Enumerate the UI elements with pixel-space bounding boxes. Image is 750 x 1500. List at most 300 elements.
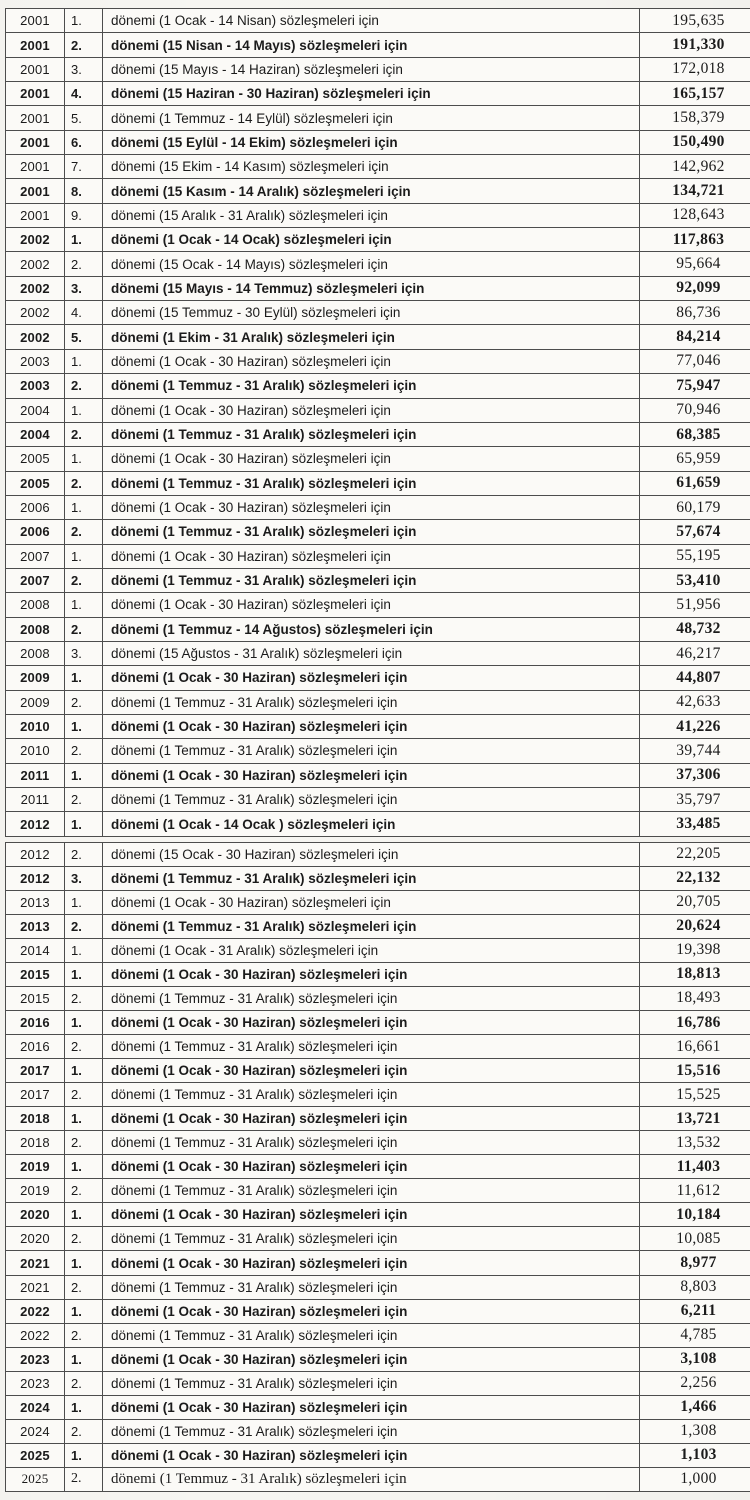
description-cell: dönemi (15 Aralık - 31 Aralık) sözleşmeleri için [103,203,640,227]
year-cell: 2008 [6,593,65,617]
table-row [6,520,750,544]
table-row [6,203,750,227]
period-cell: 1. [65,349,103,373]
value-cell: 75,947 [640,374,750,398]
description-cell: dönemi (15 Ekim - 14 Kasım) sözleşmeleri için [103,155,640,179]
description-cell: dönemi (1 Temmuz - 31 Aralık) sözleşmeleri için [103,739,640,763]
value-cell: 41,226 [640,714,750,738]
year-cell: 2001 [6,203,65,227]
value-cell: 10,085 [640,1227,750,1251]
description-cell: dönemi (15 Haziran - 30 Haziran) sözleşmeleri için [103,82,640,106]
period-cell: 1. [65,1443,103,1467]
table-row [6,130,750,154]
period-cell: 2. [65,914,103,938]
year-cell: 2001 [6,106,65,130]
year-cell: 2002 [6,276,65,300]
value-cell: 1,308 [640,1419,750,1443]
period-cell: 3. [65,57,103,81]
period-cell: 1. [65,938,103,962]
year-cell: 2002 [6,228,65,252]
description-cell: dönemi (1 Ocak - 30 Haziran) sözleşmeleri için [103,1347,640,1371]
value-cell: 10,184 [640,1203,750,1227]
value-cell: 13,532 [640,1131,750,1155]
value-cell: 8,803 [640,1275,750,1299]
value-cell: 18,813 [640,962,750,986]
table-row [6,1395,750,1419]
value-cell: 128,643 [640,203,750,227]
table-row [6,1203,750,1227]
table-row [6,1131,750,1155]
period-cell: 1. [65,1059,103,1083]
year-cell: 2011 [6,788,65,812]
period-cell: 1. [65,593,103,617]
description-cell: dönemi (1 Ekim - 31 Aralık) sözleşmeleri için [103,325,640,349]
year-cell: 2008 [6,641,65,665]
table-row [6,325,750,349]
table-row [6,179,750,203]
year-cell: 2012 [6,842,65,866]
year-cell: 2001 [6,130,65,154]
year-cell: 2017 [6,1059,65,1083]
description-cell: dönemi (1 Temmuz - 31 Aralık) sözleşmeleri için [103,568,640,592]
year-cell: 2001 [6,82,65,106]
table-body-upper [6,9,750,837]
year-cell: 2009 [6,690,65,714]
period-cell: 2. [65,1035,103,1059]
table-row [6,276,750,300]
year-cell: 2001 [6,9,65,33]
value-cell: 16,661 [640,1035,750,1059]
table-row [6,1227,750,1251]
value-cell: 11,612 [640,1179,750,1203]
period-cell: 1. [65,495,103,519]
description-cell: dönemi (1 Temmuz - 31 Aralık) sözleşmeleri için [103,1467,640,1491]
year-cell: 2001 [6,155,65,179]
table-row [6,57,750,81]
value-cell: 55,195 [640,544,750,568]
value-cell: 16,786 [640,1011,750,1035]
table-row [6,1371,750,1395]
year-cell: 2022 [6,1323,65,1347]
year-cell: 2024 [6,1395,65,1419]
period-cell: 5. [65,325,103,349]
description-cell: dönemi (1 Ocak - 30 Haziran) sözleşmeleri için [103,349,640,373]
period-cell: 1. [65,544,103,568]
description-cell: dönemi (1 Temmuz - 31 Aralık) sözleşmeleri için [103,788,640,812]
description-cell: dönemi (1 Temmuz - 31 Aralık) sözleşmeleri için [103,1131,640,1155]
description-cell: dönemi (1 Temmuz - 31 Aralık) sözleşmeleri için [103,422,640,446]
description-cell: dönemi (1 Ocak - 30 Haziran) sözleşmeleri için [103,714,640,738]
table-row [6,788,750,812]
description-cell: dönemi (1 Temmuz - 31 Aralık) sözleşmeleri için [103,471,640,495]
description-cell: dönemi (1 Ocak - 30 Haziran) sözleşmeleri için [103,544,640,568]
period-cell: 2. [65,1131,103,1155]
description-cell: dönemi (1 Temmuz - 31 Aralık) sözleşmeleri için [103,1323,640,1347]
year-cell: 2008 [6,617,65,641]
value-cell: 20,624 [640,914,750,938]
value-cell: 13,721 [640,1107,750,1131]
year-cell: 2005 [6,471,65,495]
table-row [6,617,750,641]
table-row [6,301,750,325]
table-row [6,9,750,33]
table-row [6,1011,750,1035]
period-cell: 1. [65,1203,103,1227]
period-cell: 7. [65,155,103,179]
period-cell: 1. [65,1107,103,1131]
year-cell: 2014 [6,938,65,962]
description-cell: dönemi (1 Temmuz - 31 Aralık) sözleşmeleri için [103,520,640,544]
period-cell: 2. [65,1083,103,1107]
table-row [6,1107,750,1131]
year-cell: 2023 [6,1371,65,1395]
table-row [6,1467,750,1491]
description-cell: dönemi (1 Temmuz - 31 Aralık) sözleşmeleri için [103,374,640,398]
value-cell: 2,256 [640,1371,750,1395]
value-cell: 39,744 [640,739,750,763]
value-cell: 53,410 [640,568,750,592]
description-cell: dönemi (1 Ocak - 30 Haziran) sözleşmeleri için [103,1059,640,1083]
value-cell: 61,659 [640,471,750,495]
period-cell: 1. [65,666,103,690]
value-cell: 65,959 [640,447,750,471]
year-cell: 2002 [6,325,65,349]
value-cell: 15,525 [640,1083,750,1107]
table-row [6,1179,750,1203]
period-cell: 2. [65,252,103,276]
table-row [6,447,750,471]
table-row [6,349,750,373]
year-cell: 2004 [6,422,65,446]
year-cell: 2013 [6,914,65,938]
value-cell: 37,306 [640,763,750,787]
year-cell: 2005 [6,447,65,471]
year-cell: 2002 [6,301,65,325]
year-cell: 2018 [6,1131,65,1155]
table-row [6,33,750,57]
period-cell: 1. [65,1395,103,1419]
value-cell: 42,633 [640,690,750,714]
year-cell: 2013 [6,890,65,914]
period-cell: 2. [65,520,103,544]
period-cell: 6. [65,130,103,154]
period-cell: 2. [65,739,103,763]
table-row [6,842,750,866]
description-cell: dönemi (1 Ocak - 14 Ocak) sözleşmeleri için [103,228,640,252]
description-cell: dönemi (1 Temmuz - 31 Aralık) sözleşmeleri için [103,1275,640,1299]
value-cell: 150,490 [640,130,750,154]
period-cell: 1. [65,398,103,422]
description-cell: dönemi (1 Ocak - 30 Haziran) sözleşmeleri için [103,763,640,787]
description-cell: dönemi (15 Eylül - 14 Ekim) sözleşmeleri için [103,130,640,154]
description-cell: dönemi (15 Kasım - 14 Aralık) sözleşmeleri için [103,179,640,203]
value-cell: 77,046 [640,349,750,373]
period-values-table-lower [5,842,750,1492]
description-cell: dönemi (1 Ocak - 30 Haziran) sözleşmeleri için [103,1251,640,1275]
period-cell: 1. [65,1011,103,1035]
period-cell: 3. [65,866,103,890]
value-cell: 22,205 [640,842,750,866]
year-cell: 2009 [6,666,65,690]
period-cell: 8. [65,179,103,203]
description-cell: dönemi (1 Ocak - 30 Haziran) sözleşmeleri için [103,1299,640,1323]
period-cell: 2. [65,471,103,495]
value-cell: 60,179 [640,495,750,519]
year-cell: 2002 [6,252,65,276]
table-row [6,544,750,568]
table-row [6,1155,750,1179]
value-cell: 51,956 [640,593,750,617]
period-cell: 5. [65,106,103,130]
table-row [6,374,750,398]
table-row [6,1083,750,1107]
value-cell: 18,493 [640,986,750,1010]
table-row [6,422,750,446]
period-cell: 1. [65,9,103,33]
description-cell: dönemi (1 Temmuz - 14 Ağustos) sözleşmeleri için [103,617,640,641]
value-cell: 1,103 [640,1443,750,1467]
period-cell: 2. [65,1179,103,1203]
year-cell: 2006 [6,520,65,544]
period-cell: 2. [65,1275,103,1299]
table-row [6,641,750,665]
value-cell: 19,398 [640,938,750,962]
period-cell: 2. [65,788,103,812]
year-cell: 2024 [6,1419,65,1443]
table-row [6,252,750,276]
period-cell: 3. [65,641,103,665]
period-cell: 4. [65,301,103,325]
description-cell: dönemi (1 Ocak - 30 Haziran) sözleşmeleri için [103,398,640,422]
period-cell: 1. [65,1155,103,1179]
description-cell: dönemi (1 Ocak - 30 Haziran) sözleşmeleri için [103,593,640,617]
table-row [6,1299,750,1323]
value-cell: 33,485 [640,812,750,836]
description-cell: dönemi (1 Ocak - 30 Haziran) sözleşmeleri için [103,1155,640,1179]
value-cell: 35,797 [640,788,750,812]
value-cell: 84,214 [640,325,750,349]
table-row [6,106,750,130]
description-cell: dönemi (1 Ocak - 30 Haziran) sözleşmeleri için [103,1395,640,1419]
year-cell: 2020 [6,1203,65,1227]
description-cell: dönemi (1 Ocak - 30 Haziran) sözleşmeleri için [103,447,640,471]
period-cell: 1. [65,1347,103,1371]
table-row [6,495,750,519]
description-cell: dönemi (15 Mayıs - 14 Temmuz) sözleşmeleri için [103,276,640,300]
value-cell: 4,785 [640,1323,750,1347]
value-cell: 8,977 [640,1251,750,1275]
value-cell: 20,705 [640,890,750,914]
description-cell: dönemi (1 Ocak - 14 Ocak ) sözleşmeleri için [103,812,640,836]
year-cell: 2022 [6,1299,65,1323]
value-cell: 95,664 [640,252,750,276]
value-cell: 134,721 [640,179,750,203]
year-cell: 2010 [6,714,65,738]
year-cell: 2018 [6,1107,65,1131]
table-row [6,1419,750,1443]
table-row [6,1347,750,1371]
description-cell: dönemi (1 Temmuz - 31 Aralık) sözleşmeleri için [103,1419,640,1443]
year-cell: 2003 [6,374,65,398]
year-cell: 2025 [6,1443,65,1467]
value-cell: 57,674 [640,520,750,544]
year-cell: 2001 [6,33,65,57]
description-cell: dönemi (1 Ocak - 31 Aralık) sözleşmeleri için [103,938,640,962]
description-cell: dönemi (1 Temmuz - 31 Aralık) sözleşmeleri için [103,1179,640,1203]
year-cell: 2003 [6,349,65,373]
period-cell: 2. [65,842,103,866]
table-row [6,714,750,738]
description-cell: dönemi (1 Temmuz - 14 Eylül) sözleşmeleri için [103,106,640,130]
period-cell: 2. [65,986,103,1010]
description-cell: dönemi (1 Temmuz - 31 Aralık) sözleşmeleri için [103,1227,640,1251]
value-cell: 1,000 [640,1467,750,1491]
table-row [6,690,750,714]
period-cell: 1. [65,962,103,986]
year-cell: 2001 [6,57,65,81]
value-cell: 158,379 [640,106,750,130]
description-cell: dönemi (1 Ocak - 30 Haziran) sözleşmeleri için [103,666,640,690]
value-cell: 15,516 [640,1059,750,1083]
year-cell: 2025 [6,1467,65,1491]
table-row [6,890,750,914]
table-row [6,1035,750,1059]
value-cell: 142,962 [640,155,750,179]
year-cell: 2010 [6,739,65,763]
table-row [6,398,750,422]
period-cell: 1. [65,714,103,738]
period-cell: 2. [65,1467,103,1491]
year-cell: 2016 [6,1011,65,1035]
period-cell: 2. [65,1419,103,1443]
table-row [6,155,750,179]
value-cell: 165,157 [640,82,750,106]
table-row [6,1275,750,1299]
description-cell: dönemi (1 Ocak - 14 Nisan) sözleşmeleri için [103,9,640,33]
period-cell: 2. [65,422,103,446]
period-cell: 2. [65,33,103,57]
period-cell: 2. [65,617,103,641]
table-row [6,866,750,890]
table-row [6,568,750,592]
table-row [6,1059,750,1083]
table-row [6,228,750,252]
description-cell: dönemi (1 Temmuz - 31 Aralık) sözleşmeleri için [103,866,640,890]
period-cell: 2. [65,568,103,592]
period-cell: 4. [65,82,103,106]
year-cell: 2004 [6,398,65,422]
description-cell: dönemi (1 Temmuz - 31 Aralık) sözleşmeleri için [103,690,640,714]
period-cell: 2. [65,1323,103,1347]
period-cell: 1. [65,812,103,836]
value-cell: 46,217 [640,641,750,665]
table-row [6,962,750,986]
year-cell: 2016 [6,1035,65,1059]
year-cell: 2011 [6,763,65,787]
period-cell: 2. [65,1371,103,1395]
value-cell: 117,863 [640,228,750,252]
table-row [6,763,750,787]
period-cell: 9. [65,203,103,227]
description-cell: dönemi (1 Temmuz - 31 Aralık) sözleşmeleri için [103,1035,640,1059]
table-row [6,938,750,962]
value-cell: 70,946 [640,398,750,422]
period-cell: 3. [65,276,103,300]
period-cell: 1. [65,228,103,252]
description-cell: dönemi (1 Ocak - 30 Haziran) sözleşmeleri için [103,1443,640,1467]
year-cell: 2021 [6,1275,65,1299]
table-row [6,593,750,617]
period-cell: 1. [65,890,103,914]
description-cell: dönemi (1 Ocak - 30 Haziran) sözleşmeleri için [103,890,640,914]
description-cell: dönemi (1 Ocak - 30 Haziran) sözleşmeleri için [103,1203,640,1227]
description-cell: dönemi (15 Mayıs - 14 Haziran) sözleşmeleri için [103,57,640,81]
period-cell: 1. [65,1299,103,1323]
year-cell: 2023 [6,1347,65,1371]
description-cell: dönemi (1 Ocak - 30 Haziran) sözleşmeleri için [103,495,640,519]
description-cell: dönemi (15 Ocak - 30 Haziran) sözleşmeleri için [103,842,640,866]
period-values-table-upper [5,8,750,837]
table-row [6,812,750,836]
year-cell: 2006 [6,495,65,519]
year-cell: 2019 [6,1155,65,1179]
value-cell: 44,807 [640,666,750,690]
value-cell: 86,736 [640,301,750,325]
description-cell: dönemi (15 Temmuz - 30 Eylül) sözleşmeleri için [103,301,640,325]
period-cell: 2. [65,374,103,398]
description-cell: dönemi (1 Ocak - 30 Haziran) sözleşmeleri için [103,962,640,986]
year-cell: 2012 [6,866,65,890]
value-cell: 195,635 [640,9,750,33]
value-cell: 172,018 [640,57,750,81]
description-cell: dönemi (1 Temmuz - 31 Aralık) sözleşmeleri için [103,1371,640,1395]
table-row [6,666,750,690]
year-cell: 2012 [6,812,65,836]
value-cell: 22,132 [640,866,750,890]
description-cell: dönemi (1 Temmuz - 31 Aralık) sözleşmeleri için [103,1083,640,1107]
table-row [6,914,750,938]
year-cell: 2021 [6,1251,65,1275]
period-cell: 1. [65,1251,103,1275]
value-cell: 191,330 [640,33,750,57]
table-row [6,986,750,1010]
period-cell: 2. [65,690,103,714]
table-row [6,739,750,763]
period-cell: 2. [65,1227,103,1251]
period-cell: 1. [65,447,103,471]
value-cell: 3,108 [640,1347,750,1371]
year-cell: 2019 [6,1179,65,1203]
description-cell: dönemi (1 Temmuz - 31 Aralık) sözleşmeleri için [103,914,640,938]
period-cell: 1. [65,763,103,787]
value-cell: 11,403 [640,1155,750,1179]
table-body-lower [6,842,750,1491]
year-cell: 2007 [6,544,65,568]
year-cell: 2020 [6,1227,65,1251]
year-cell: 2015 [6,962,65,986]
description-cell: dönemi (15 Ocak - 14 Mayıs) sözleşmeleri için [103,252,640,276]
description-cell: dönemi (1 Ocak - 30 Haziran) sözleşmeleri için [103,1107,640,1131]
value-cell: 48,732 [640,617,750,641]
year-cell: 2001 [6,179,65,203]
table-row [6,82,750,106]
value-cell: 68,385 [640,422,750,446]
description-cell: dönemi (15 Ağustos - 31 Aralık) sözleşmeleri için [103,641,640,665]
value-cell: 92,099 [640,276,750,300]
value-cell: 6,211 [640,1299,750,1323]
description-cell: dönemi (15 Nisan - 14 Mayıs) sözleşmeleri için [103,33,640,57]
year-cell: 2017 [6,1083,65,1107]
